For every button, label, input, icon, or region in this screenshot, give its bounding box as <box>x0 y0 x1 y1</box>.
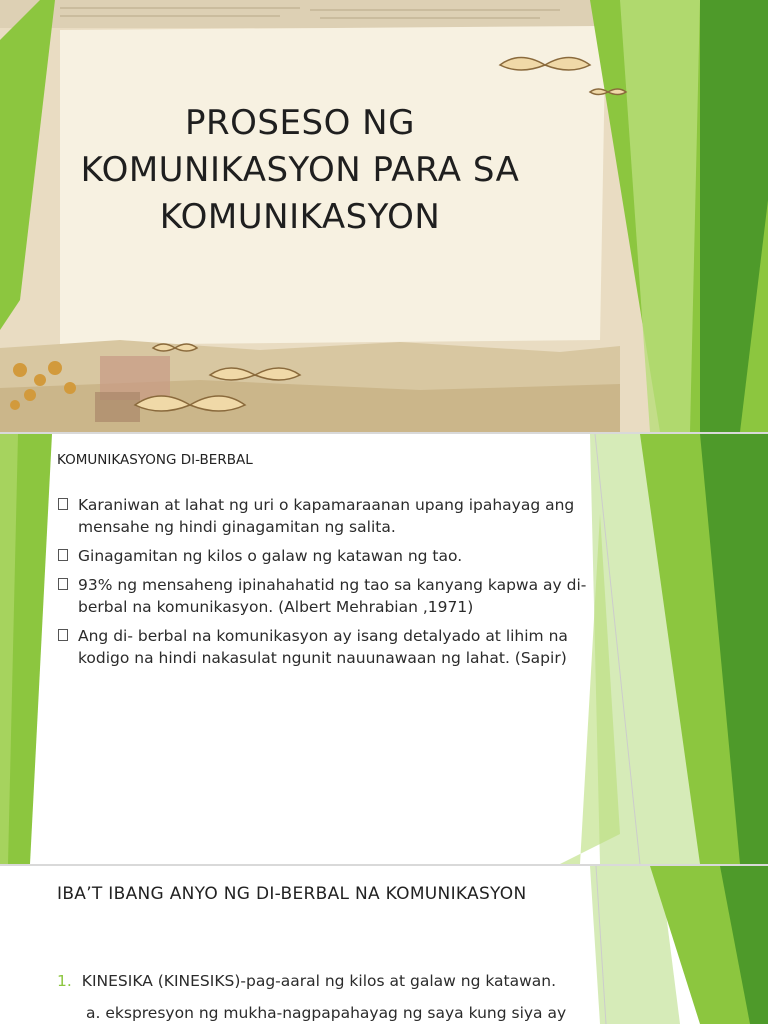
bullet-line: mensahe ng hindi ginagamitan ng salita. <box>78 518 396 536</box>
bullet-box-icon <box>58 498 68 510</box>
bullet-item <box>58 494 623 538</box>
title-line-1: PROSESO NG <box>185 103 415 143</box>
title-line-3: KOMUNIKASYON <box>159 197 441 237</box>
item-text: KINESIKA (KINESIKS)-pag-aaral ng kilos at galaw ng katawan. <box>81 972 557 990</box>
bullet-line: Ang di- berbal na komunikasyon ay isang detalyado at lihim na <box>78 627 568 645</box>
sub-item: a. ekspresyon ng mukha-nagpapahayag ng saya kung siya ay <box>86 1004 567 1022</box>
bullet-box-icon <box>58 578 68 590</box>
bullet-box-icon <box>58 549 68 561</box>
title-line-2: KOMUNIKASYON PARA SA <box>80 150 520 190</box>
bullet-item <box>58 574 623 618</box>
content-slide-3 <box>0 866 768 1024</box>
bullet-line: 93% ng mensaheng ipinahahatid ng tao sa kanyang kapwa ay di- <box>78 576 587 594</box>
bullet-item <box>58 545 623 567</box>
bullet-line: Ginagamitan ng kilos o galaw ng katawan ng tao. <box>78 547 463 565</box>
slide-title <box>80 100 520 241</box>
title-slide <box>0 0 768 432</box>
bullet-list <box>58 494 623 676</box>
content-slide-2 <box>0 434 768 864</box>
slide-heading: KOMUNIKASYONG DI-BERBAL <box>57 452 253 468</box>
bullet-item <box>58 625 623 669</box>
item-number: 1. <box>57 972 72 990</box>
slide-heading: IBA’T IBANG ANYO NG DI-BERBAL NA KOMUNIKASYON <box>57 884 527 904</box>
numbered-item <box>57 972 556 990</box>
bullet-line: Karaniwan at lahat ng uri o kapamaraanan upang ipahayag ang <box>78 496 575 514</box>
bullet-box-icon <box>58 629 68 641</box>
bullet-line: kodigo na hindi nakasulat ngunit nauunawaan ng lahat. (Sapir) <box>78 649 567 667</box>
bullet-line: berbal na komunikasyon. (Albert Mehrabian ,1971) <box>78 598 474 616</box>
